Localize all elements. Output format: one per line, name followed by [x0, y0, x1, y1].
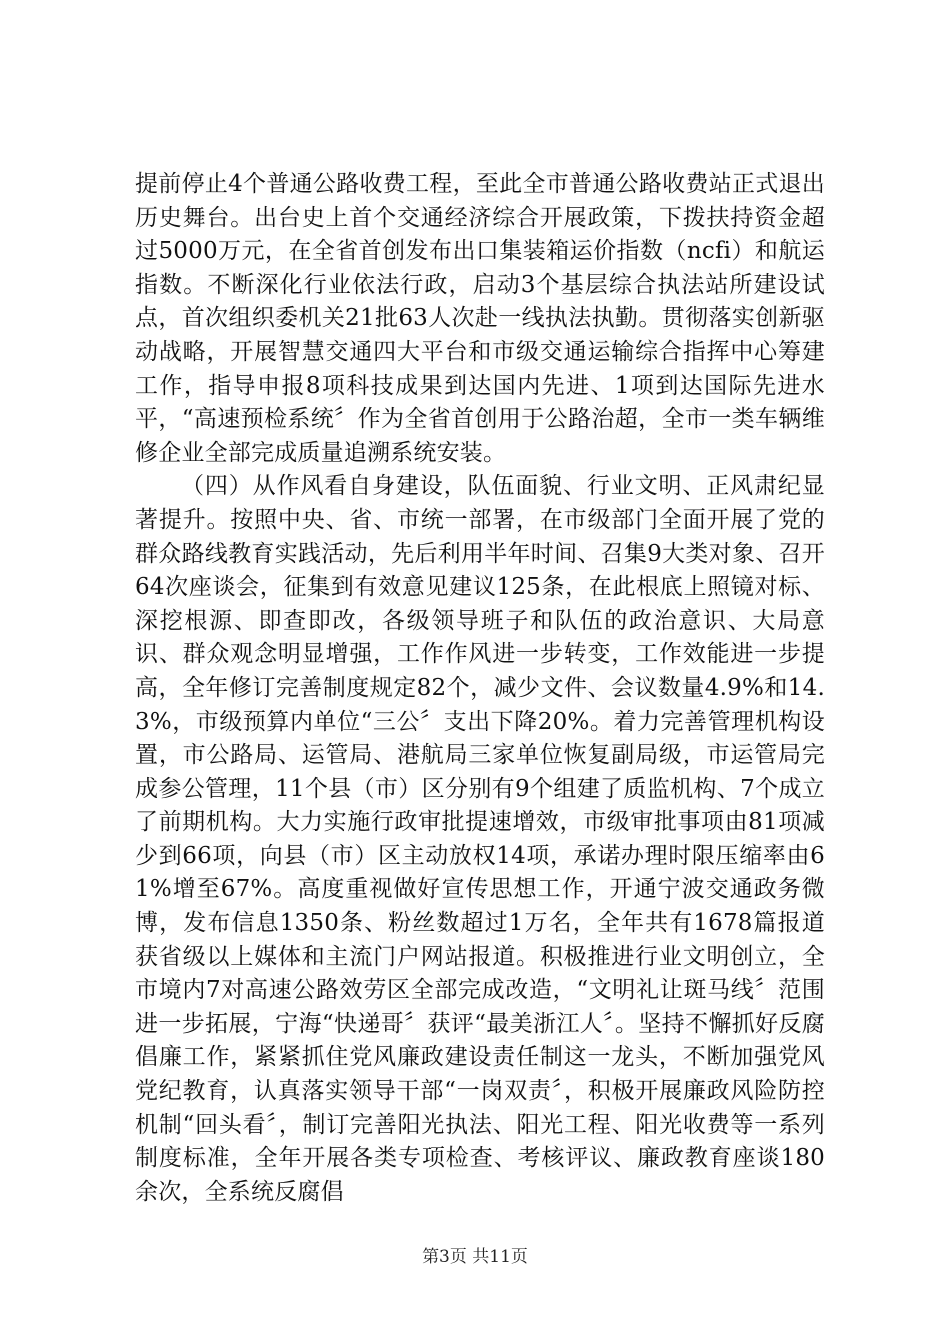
paragraph-1: 提前停止4个普通公路收费工程，至此全市普通公路收费站正式退出历史舞台。出台史上首个交通经济综合开展政策，下拨扶持资金超过5000万元，在全省首创发布出口集装箱运价指数（ncfi）和航运指数。不断深化行业依法行政，启动3个基层综合执法站所建设试点，首次组织委机关21批63人次赴一线执法执勤。贯彻落实创新驱动战略，开展智慧交通四大平台和市级交通运输综合指挥中心筹建工作，指导申报8项科技成果到达国内先进、1项到达国际先进水平，“高速预检系统〞作为全省首创用于公路治超，全市一类车辆维修企业全部完成质量追溯系统安装。 [135, 171, 825, 466]
paragraph-2: （四）从作风看自身建设，队伍面貌、行业文明、正风肃纪显著提升。按照中央、省、市统一部署，在市级部门全面开展了党的群众路线教育实践活动，先后利用半年时间、召集9大类对象、召开64次座谈会，征集到有效意见建议125条，在此根底上照镜对标、深挖根源、即查即改，各级领导班子和队伍的政治意识、大局意识、群众观念明显增强，工作作风进一步转变，工作效能进一步提高，全年修订完善制度规定82个，减少文件、会议数量4.9%和14.3%，市级预算内单位“三公〞支出下降20%。着力完善管理机构设置，市公路局、运管局、港航局三家单位恢复副局级，市运管局完成参公管理，11个县（市）区分别有9个组建了质监机构、7个成立了前期机构。大力实施行政审批提速增效，市级审批事项由81项减少到66项，向县（市）区主动放权14项，承诺办理时限压缩率由61%增至67%。高度重视做好宣传思想工作，开通宁波交通政务微博，发布信息1350条、粉丝数超过1万名，全年共有1678篇报道获省级以上媒体和主流门户网站报道。积极推进行业文明创立，全市境内7对高速公路效劳区全部完成改造，“文明礼让斑马线〞范围进一步拓展，宁海“快递哥〞获评“最美浙江人〞。坚持不懈抓好反腐倡廉工作，紧紧抓住党风廉政建设责任制这一龙头，不断加强党风党纪教育，认真落实领导干部“一岗双责〞，积极开展廉政风险防控机制“回头看〞，制订完善阳光执法、阳光工程、阳光收费等一系列制度标准，全年开展各类专项检查、考核评议、廉政教育座谈180余次，全系统反腐倡 [135, 473, 825, 1205]
page-number-footer: 第3页 共11页 [422, 1247, 528, 1267]
document-body [135, 168, 825, 1209]
